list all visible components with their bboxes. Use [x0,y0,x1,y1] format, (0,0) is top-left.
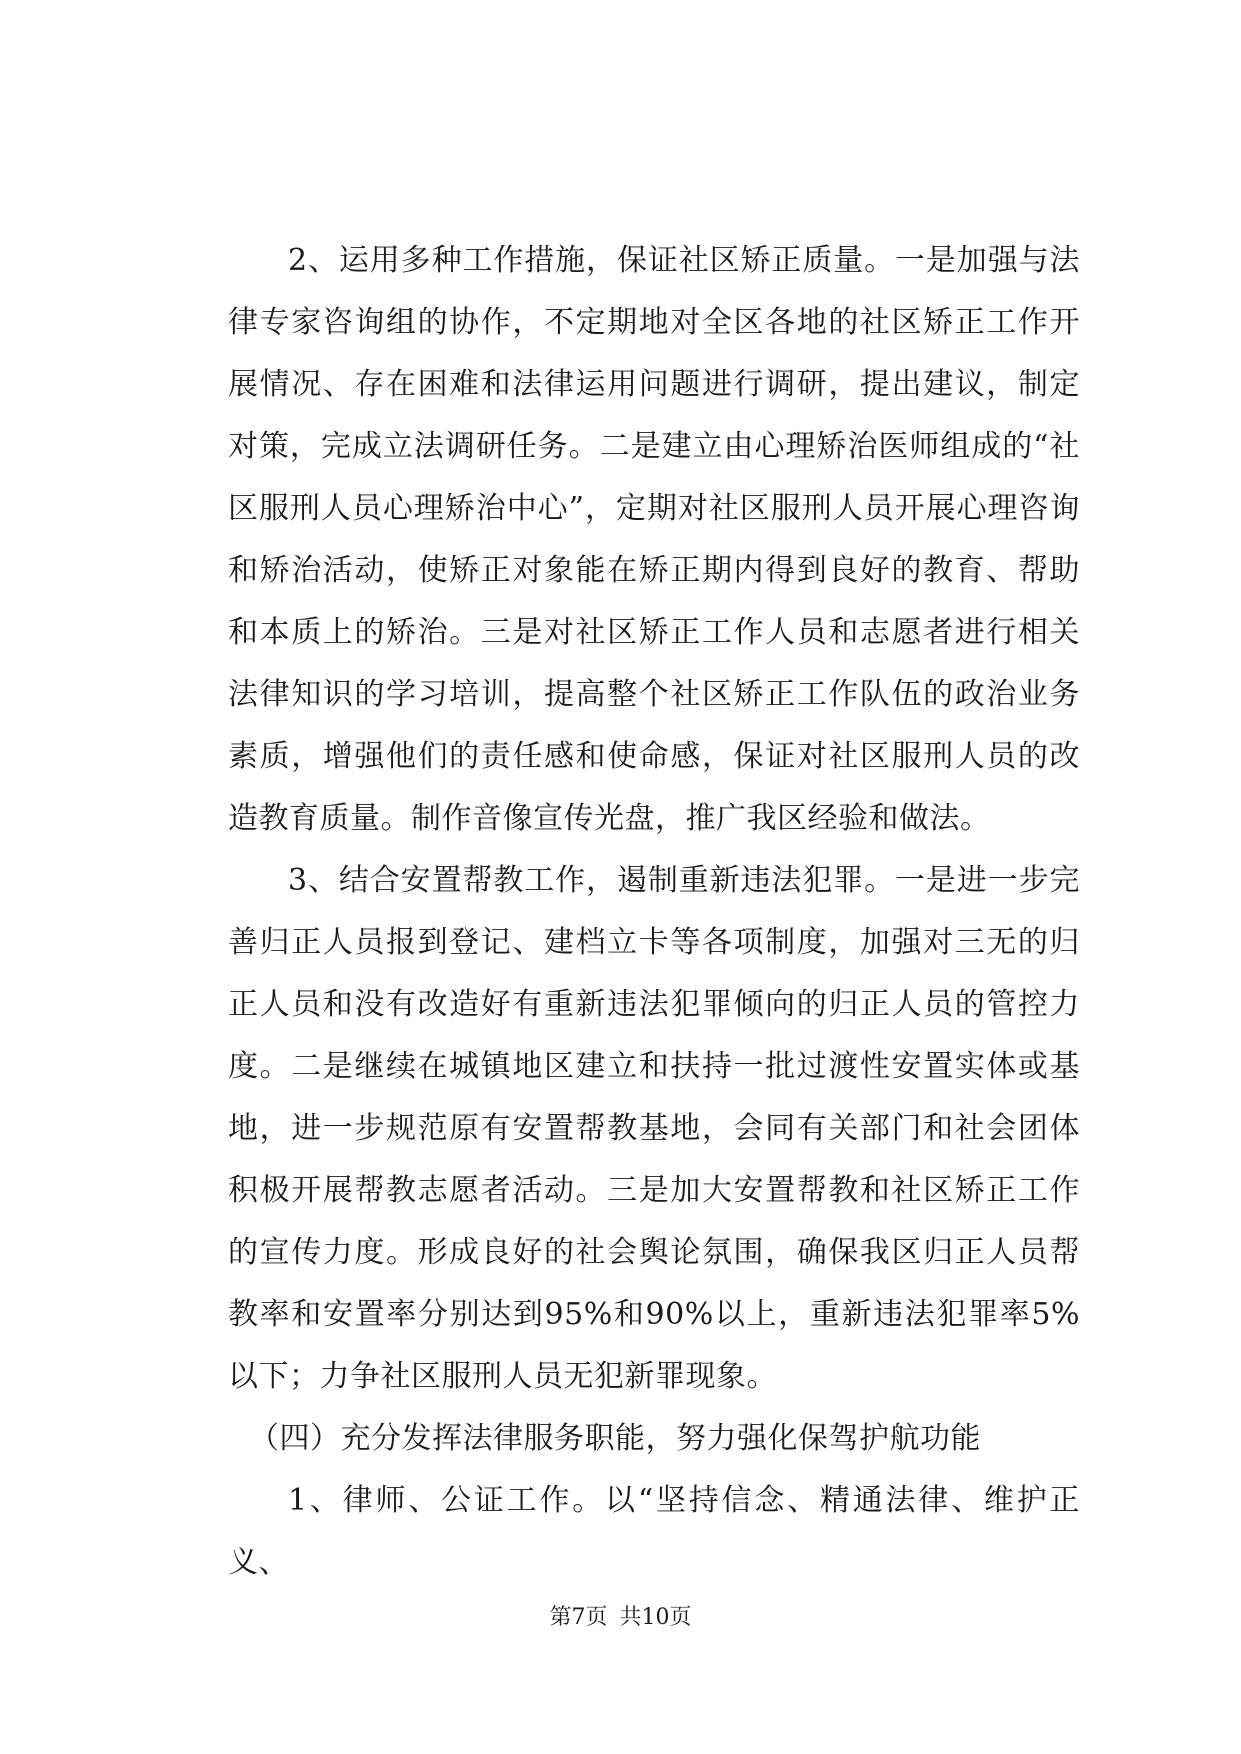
paragraph-measures: 2、运用多种工作措施，保证社区矫正质量。一是加强与法律专家咨询组的协作，不定期地对全区各地的社区矫正工作开展情况、存在困难和法律运用问题进行调研，提出建议，制定对策，完成立法调研任务。二是建立由心理矫治医师组成的“社区服刑人员心理矫治中心”，定期对社区服刑人员开展心理咨询和矫治活动，使矫正对象能在矫正期内得到良好的教育、帮助和本质上的矫治。三是对社区矫正工作人员和志愿者进行相关法律知识的学习培训，提高整个社区矫正工作队伍的政治业务素质，增强他们的责任感和使命感，保证对社区服刑人员的改造教育质量。制作音像宣传光盘，推广我区经验和做法。 [228,243,1080,836]
page-total: 共10页 [619,1605,692,1630]
page-footer [0,1603,1241,1633]
section-heading: （四）充分发挥法律服务职能，努力强化保驾护航功能 [249,1421,981,1456]
paragraph-resettlement: 3、结合安置帮教工作，遏制重新违法犯罪。一是进一步完善归正人员报到登记、建档立卡等各项制度，加强对三无的归正人员和没有改造好有重新违法犯罪倾向的归正人员的管控力度。二是继续在城镇地区建立和扶持一批过渡性安置实体或基地，进一步规范原有安置帮教基地，会同有关部门和社会团体积极开展帮教志愿者活动。三是加大安置帮教和社区矫正工作的宣传力度。形成良好的社会舆论氛围，确保我区归正人员帮教率和安置率分别达到95%和90%以上，重新违法犯罪率5%以下；力争社区服刑人员无犯新罪现象。 [228,863,1080,1394]
page-number: 第7页 [549,1605,608,1630]
document-body [228,230,1080,1594]
paragraph-lawyer-notary: 1、律师、公证工作。以“坚持信念、精通法律、维护正义、 [228,1483,1080,1580]
